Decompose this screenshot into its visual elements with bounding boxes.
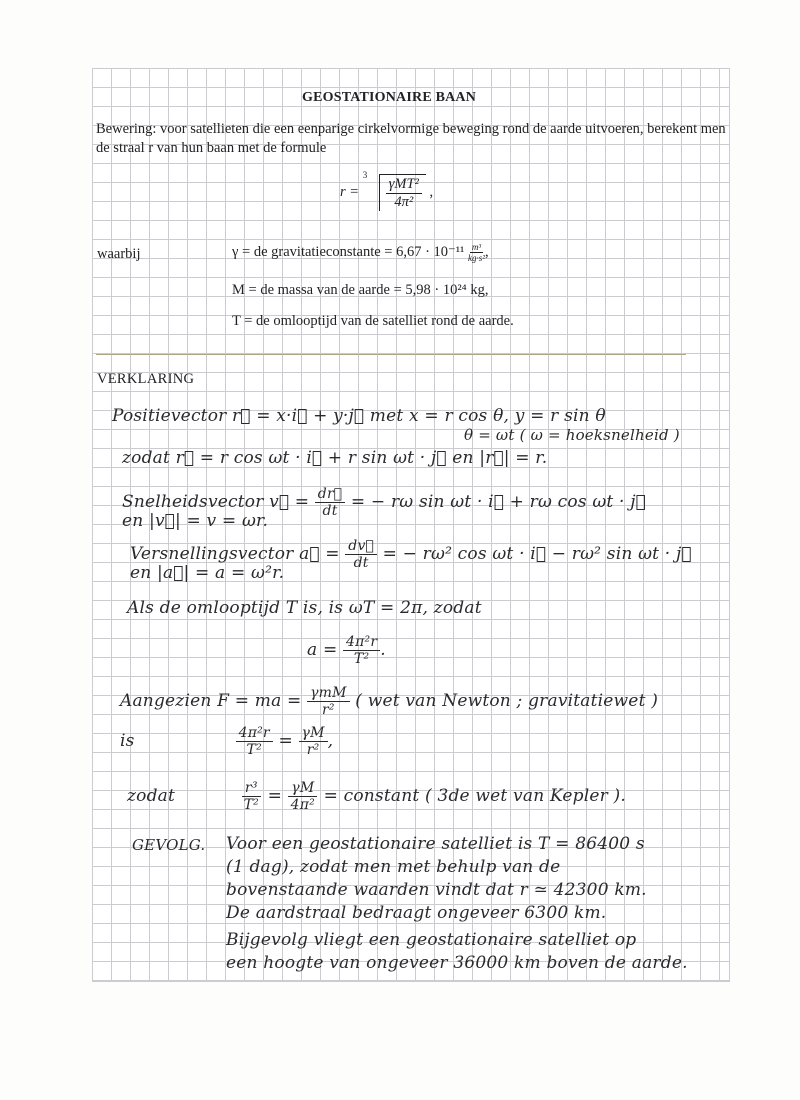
formula-numerator: γMT² [386, 176, 422, 194]
newton-lhs: Aangezien F = ma = [120, 691, 302, 711]
gamma-definition [232, 242, 489, 263]
formula-lhs: r = [340, 184, 360, 200]
gevolg-line-4: De aardstraal bedraagt ongeveer 6300 km. [226, 903, 607, 923]
explanation-heading: VERKLARING [97, 371, 195, 387]
gamma-text: γ = de gravitatieconstante = 6,67 · 10⁻¹¹ [232, 243, 465, 260]
equality-left-fraction [236, 725, 273, 758]
acceleration-den: dt [353, 555, 369, 571]
velocity-label: Snelheidsvector v⃗ = [122, 492, 310, 512]
kepler-right-fraction [288, 780, 318, 813]
gravity-num: γmM [307, 685, 350, 702]
gravity-den: r² [322, 702, 335, 718]
acceleration-magnitude: en |a⃗| = a = ω²r. [130, 563, 285, 583]
acceleration-label: Versnellingsvector a⃗ = [130, 544, 340, 564]
angle-definition-line: θ = ωt ( ω = hoeksnelheid ) [464, 426, 680, 444]
root-index: 3 [362, 170, 368, 180]
gevolg-line-6: een hoogte van ongeveer 36000 km boven de aarde. [226, 953, 688, 973]
acceleration-formula [307, 634, 386, 667]
period-definition: T = de omlooptijd van de satelliet rond de aarde. [232, 313, 514, 329]
accel-formula-den: T² [353, 651, 370, 667]
gamma-unit [468, 242, 485, 263]
equality-is: is [120, 731, 135, 751]
equality-left-num: 4π²r [236, 725, 273, 742]
gevolg-line-2: (1 dag), zodat men met behulp van de [226, 857, 561, 877]
kepler-left-fraction [241, 780, 262, 813]
equality-suffix: , [327, 731, 334, 751]
velocity-den: dt [322, 503, 338, 519]
newton-line [120, 685, 658, 718]
equality-line [120, 725, 333, 758]
gevolg-line-1: Voor een geostationaire satelliet is T = 86400 s [226, 834, 645, 854]
kepler-zodat: zodat [127, 786, 176, 806]
kepler-right-den: 4π² [290, 797, 315, 813]
accel-formula-fraction [343, 634, 380, 667]
period-line: Als de omlooptijd T is, is ωT = 2π, zodat [127, 598, 482, 618]
kepler-equal: = [267, 786, 283, 806]
acceleration-derivative [345, 538, 377, 571]
gamma-unit-num: m³ [471, 242, 482, 252]
gravity-fraction [307, 685, 350, 718]
equality-right-fraction [299, 725, 328, 758]
gevolg-label: GEVOLG. [132, 836, 206, 854]
equality-sign: = [278, 731, 293, 751]
radicand [379, 174, 426, 211]
velocity-derivative [315, 486, 345, 519]
equality-right-den: r² [306, 742, 320, 758]
velocity-num: dr⃗ [315, 486, 345, 503]
mass-definition: M = de massa van de aarde = 5,98 · 10²⁴ kg, [232, 282, 489, 298]
position-vector-result: zodat r⃗ = r cos ωt · i⃗ + r sin ωt · j⃗ en |r⃗| = r. [122, 448, 548, 468]
where-label: waarbij [97, 246, 141, 262]
page-title: GEOSTATIONAIRE BAAN [302, 90, 477, 105]
equality-left-den: T² [246, 742, 262, 758]
cube-root [362, 170, 426, 211]
gamma-suffix: , [484, 243, 489, 260]
gevolg-line-5: Bijgevolg vliegt een geostationaire satelliet op [226, 930, 637, 950]
newton-note: ( wet van Newton ; gravitatiewet ) [355, 691, 659, 711]
equality-right-num: γM [299, 725, 328, 742]
accel-formula-lhs: a = [307, 640, 338, 660]
gamma-unit-den: kg·s² [468, 253, 485, 263]
kepler-right-num: γM [288, 780, 317, 797]
kepler-left-den: T² [243, 797, 259, 813]
gevolg-line-3: bovenstaande waarden vindt dat r ≃ 42300 km. [226, 880, 647, 900]
claim-paragraph: Bewering: voor satellieten die een eenparige cirkelvormige beweging rond de aarde uitvoeren, berekent men de straal r van hun baan met de formule [96, 121, 726, 156]
kepler-note: = constant ( 3de wet van Kepler ). [323, 786, 626, 806]
acceleration-expression: = − rω² cos ωt · i⃗ − rω² sin ωt · j⃗ [382, 544, 692, 564]
formula-denominator: 4π² [394, 194, 414, 210]
acceleration-num: dv⃗ [345, 538, 377, 555]
position-vector-line: Positievector r⃗ = x·i⃗ + y·j⃗ met x = r cos θ, y = r sin θ [112, 406, 606, 426]
section-divider [96, 354, 686, 355]
kepler-left-num: r³ [242, 780, 261, 797]
velocity-expression: = − rω sin ωt · i⃗ + rω cos ωt · j⃗ [350, 492, 646, 512]
formula-suffix: , [429, 183, 434, 200]
radius-formula [340, 170, 434, 211]
kepler-line [127, 780, 626, 813]
accel-formula-suffix: . [380, 640, 386, 660]
graph-paper-sheet [92, 68, 730, 982]
formula-fraction [386, 176, 422, 211]
accel-formula-num: 4π²r [343, 634, 380, 651]
velocity-magnitude: en |v⃗| = v = ωr. [122, 511, 269, 531]
